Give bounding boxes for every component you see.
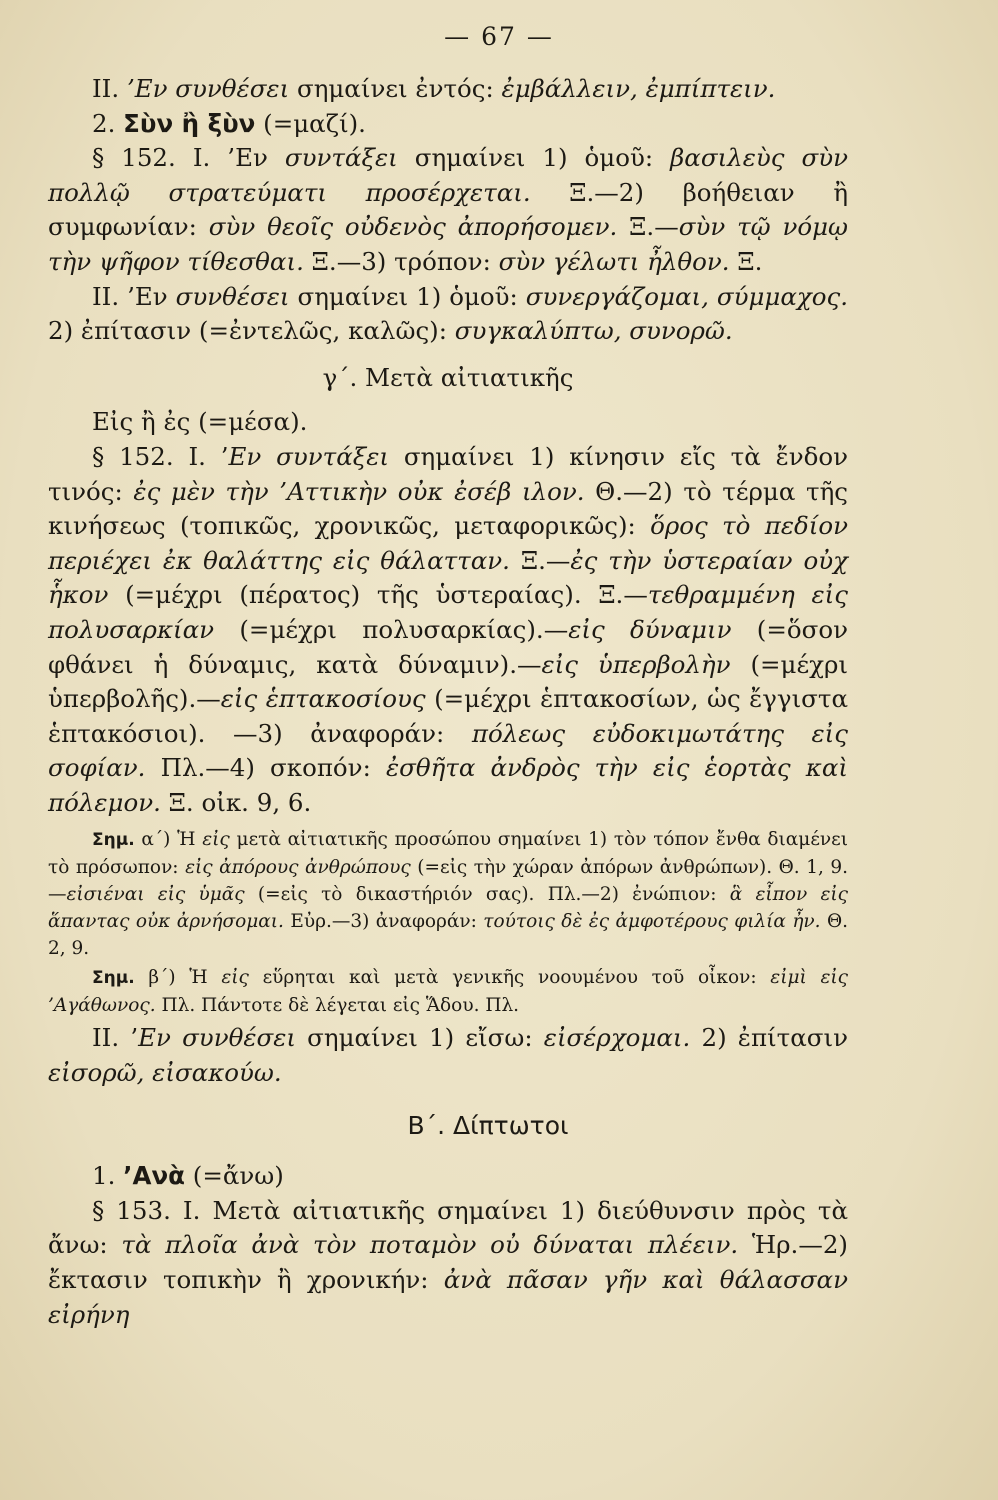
text-run: ἀνὰ πᾶσαν γῆν καὶ θάλασσαν εἰρήνη (48, 1265, 848, 1329)
text-run: 2. (92, 108, 124, 138)
text-run: Πλ.—4) σκοπόν: (145, 753, 386, 783)
text-run: (=μέχρι ἑπτακοσίων, ὡς ἔγγιστα ἑπτακόσιοι). —3) ἀναφοράν: (48, 684, 849, 748)
text-run: (=εἰς τὸ δικαστήριόν σας). Πλ.—2) ἐνώπιον: (244, 884, 730, 906)
text-run: Σὺν ἢ ξὺν (123, 108, 256, 138)
text-run: συνθέσει (175, 281, 290, 311)
text-run: Εν συνθέσει (138, 1023, 296, 1053)
text-run: σημαίνει 1) κίνησιν εἴς τὰ ἔνδον τινός: (48, 441, 849, 506)
text-run: εἰς (202, 829, 230, 851)
text-run: ἐσθῆτα ἀνδρὸς τὴν εἰς ἑορτὰς καὶ πόλεμον. (48, 753, 848, 817)
text-run: συγκαλύπτω, συνορῶ. (454, 316, 733, 346)
text-run: συντάξει (284, 143, 398, 173)
text-run: εἰμὶ εἰς ’Αγάθωνος. (48, 967, 848, 1017)
paragraph-ana-heading (48, 1159, 848, 1194)
text-run: ’Ανὰ (123, 1161, 185, 1191)
section-subheading: γ΄. Μετὰ αἰτιατικῆς (322, 362, 574, 392)
paragraph-syn-heading (48, 107, 848, 142)
text-run: § 153. I. Μετὰ αἰτιατικῆς σημαίνει 1) διεύθυνσιν πρὸς τὰ ἄνω: (48, 1195, 848, 1260)
page-number: — 67 — (444, 22, 554, 51)
text-run: ἐμβάλλειν, ἐμπίπτειν. (501, 74, 776, 103)
page-body (48, 72, 848, 1332)
paragraph-152-eis (48, 440, 848, 821)
text-run: εἰσιέναι εἰς ὑμᾶς (66, 884, 245, 906)
text-run: II. ’Εν (92, 281, 176, 311)
text-run: (=εἰς τὴν χώραν ἀπόρων ἀνθρώπων). Θ. 1, 9.— (48, 857, 849, 906)
text-run: τὰ πλοῖα ἀνὰ τὸν ποταμὸν οὐ δύναται πλέειν. (121, 1230, 739, 1260)
text-run: ἐς μὲν τὴν ’Αττικὴν οὐκ ἐσέβ ιλον. (133, 476, 585, 506)
text-run: 2) ἐπίτασιν (690, 1023, 848, 1053)
text-run: ἐς τὴν ὑστεραίαν οὐχ ἧκον (48, 545, 848, 610)
text-run: α΄) Ἡ (134, 829, 203, 851)
text-run: Ξ.—2) βοήθειαν ἢ συμφωνίαν: (48, 177, 848, 242)
text-run: 1. (92, 1161, 124, 1191)
text-run: ἃ εἶπον εἰς ἅπαντας οὐκ ἀρνήσομαι. (48, 884, 848, 933)
text-run: σημαίνει 1) ὁμοῦ: (397, 143, 671, 173)
text-run: τούτοις δὲ ἐς ἀμφοτέρους φιλία ἦν. (483, 911, 821, 933)
text-run: (=μέχρι ὑπερβολῆς).— (48, 649, 848, 714)
text-run: σημαίνει 1) εἴσω: (295, 1023, 544, 1053)
text-run: § 152. I. ’Εν (92, 143, 285, 173)
text-run: βασιλεὺς σὺν πολλῷ στρατεύματι προσέρχεται. (48, 143, 848, 207)
text-run: Εν συντάξει (228, 441, 389, 471)
text-run: σὺν γέλωτι ἦλθον. (498, 246, 730, 276)
text-run: Εὐρ.—3) ἀναφοράν: (283, 911, 484, 933)
text-run: εἰς ἀπόρους ἀνθρώπους (185, 857, 411, 879)
text-run: σὺν τῷ νόμῳ τὴν ψῆφον τίθεσθαι. (48, 212, 848, 276)
note-a (48, 826, 848, 962)
text-run: εἰς δύναμιν (568, 614, 732, 644)
text-run: ’Εν συνθέσει (119, 74, 290, 103)
text-run: σημαίνει 1) ὁμοῦ: (289, 281, 526, 311)
text-run: II. (92, 74, 120, 103)
text-run: σημαίνει ἐντός: (289, 74, 502, 103)
text-run: Θ.—2) τὸ τέρμα τῆς κινήσεως (τοπικῶς, χρονικῶς, μεταφορικῶς): (48, 476, 848, 541)
text-run: εἰς ὑπερβολὴν (541, 649, 731, 679)
text-run: εἰς ἑπτακοσίους (220, 684, 426, 714)
text-run: (=μαζί). (255, 108, 366, 138)
text-run: Ξ. (729, 246, 763, 276)
text-run: ὅρος τὸ πεδίον περιέχει ἐκ θαλάττης εἰς θάλατταν. (48, 511, 848, 575)
text-run: (=ἄνω) (184, 1161, 284, 1191)
text-run: 2) ἐπίτασιν (=ἐντελῶς, καλῶς): (48, 316, 455, 346)
paragraph-eis-composition (48, 1021, 848, 1090)
text-run: (=μέχρι πολυσαρκίας).— (214, 614, 569, 644)
text-run: πόλεως εὐδοκιμωτάτης εἰς σοφίαν. (48, 718, 848, 783)
paragraph-153-ana (48, 1194, 848, 1332)
text-run: Σημ. (92, 968, 135, 989)
text-run: β΄) Ἡ (134, 967, 222, 989)
text-run: Θ. 2, 9. (48, 911, 848, 960)
paragraph-eis-heading: Εἰς ἢ ἐς (=μέσα). (92, 407, 308, 437)
section-heading: Β΄. Δίπτωτοι (407, 1110, 569, 1140)
text-run: εἰς (221, 967, 249, 989)
text-run: Ξ.— (617, 212, 679, 242)
text-run: συνεργάζομαι, σύμμαχος. (525, 281, 848, 311)
text-run: (=ὅσον φθάνει ἡ δύναμις, κατὰ δύναμιν).— (48, 614, 848, 679)
paragraph-syn-composition-2 (48, 280, 848, 349)
text-run: (=μέχρι (πέρατος) τῆς ὑστεραίας). Ξ.— (108, 580, 648, 610)
text-run: § 152. I. ’ (92, 441, 229, 471)
text-run: Ξ. οἰκ. 9, 6. (160, 787, 312, 817)
text-run: II. ’ (92, 1023, 139, 1053)
text-run: εἰσέρχομαι. (543, 1023, 691, 1053)
text-run: Ξ.—3) τρόπον: (303, 246, 499, 276)
text-run: εὕρηται καὶ μετὰ γενικῆς νοουμένου τοῦ οἶκον: (248, 967, 771, 989)
text-run: μετὰ αἰτιατικῆς προσώπου σημαίνει 1) τὸν τόπον ἔνθα διαμένει τὸ πρόσωπον: (48, 829, 848, 879)
text-run: εἰσορῶ, εἰσακούω. (48, 1058, 282, 1088)
text-run: Πλ. Πάντοτε δὲ λέγεται εἰς Ἅδου. Πλ. (155, 995, 520, 1017)
note-b (48, 964, 848, 1019)
text-run: Σημ. (92, 830, 135, 851)
paragraph-syn-composition (48, 72, 848, 107)
text-run: Ἡρ.—2) ἔκτασιν τοπικὴν ἢ χρονικήν: (48, 1230, 848, 1295)
text-run: Ξ.— (509, 545, 571, 575)
text-run: σὺν θεοῖς οὐδενὸς ἀπορήσομεν. (208, 212, 618, 242)
text-run: τεθραμμένη εἰς πολυσαρκίαν (48, 580, 848, 644)
paragraph-152-syn (48, 141, 848, 279)
